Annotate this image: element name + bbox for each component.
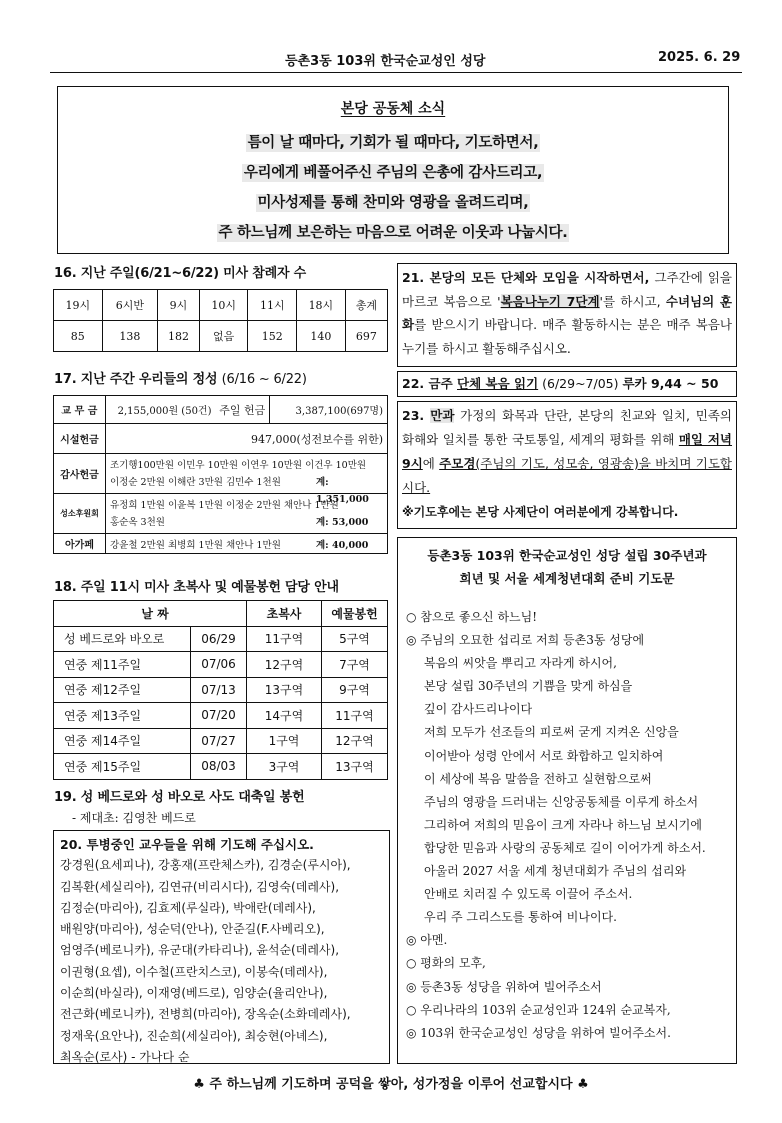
parish-name: 등촌3동 103위 한국순교성인 성당: [285, 54, 486, 69]
schedule-row: 연중 제11주일 07/06 12구역 7구역: [54, 652, 388, 678]
offering-value: 2,155,000원 (50건): [106, 396, 216, 424]
attendance-header-cell: 10시: [199, 290, 248, 321]
prayer-title-line: 희년 및 서울 세계청년대회 준비 기도문: [459, 571, 675, 586]
header-divider: [50, 72, 742, 73]
schedule-row: 연중 제15주일 08/03 3구역 13구역: [54, 754, 388, 780]
anniversary-prayer-box: [397, 537, 737, 1064]
sick-prayer-box: [53, 830, 390, 1064]
sick-name-line: 정재욱(요안나), 진순희(세실리아), 최숭현(아녜스),: [60, 1028, 328, 1043]
schedule-header-cell: 예물봉헌: [331, 606, 378, 621]
offering-donors: 유정희 1만원 이윤복 1만원 이정순 2만원 채안나 1만원 홍순옥 3천원 계: 53,000: [106, 494, 388, 534]
offering-label: 교 무 금: [54, 396, 106, 424]
schedule-header-row: [54, 601, 388, 627]
offering-label: 아가페: [54, 534, 106, 554]
sick-name-line: 엄영주(베로니카), 유군대(카타리나), 윤석순(데레사),: [60, 943, 340, 958]
attendance-value-cell: 없음: [199, 321, 248, 352]
attendance-header-cell: 18시: [297, 290, 346, 321]
feast-offering-detail: - 제대초: 김영찬 베드로: [72, 811, 196, 825]
attendance-value-cell: 85: [54, 321, 103, 352]
community-news-line: 틈이 날 때마다, 기회가 될 때마다, 기도하면서,: [247, 135, 539, 151]
attendance-value-cell: 697: [345, 321, 387, 352]
weekly-gospel-reading: 22. 금주 단체 복음 읽기 (6/29~7/05) 루카 9,44 ~ 50: [397, 371, 737, 397]
attendance-value-cell: 152: [248, 321, 297, 352]
prayer-line: ◎ 주님의 오묘한 섭리로 저희 등촌3동 성당에: [406, 633, 645, 648]
attendance-value-row: [54, 321, 388, 352]
attendance-header-cell: 19시: [54, 290, 103, 321]
prayer-line: ◎ 아멘.: [406, 933, 448, 948]
offering-label: 감사헌금: [54, 454, 106, 494]
offering-label: 성소후원회: [54, 494, 106, 534]
attendance-header-cell: 9시: [158, 290, 200, 321]
attendance-value-cell: 182: [158, 321, 200, 352]
sick-name-line: 강경원(요세피나), 강홍재(프란체스카), 김경순(루시아),: [60, 858, 351, 873]
attendance-value-cell: 138: [102, 321, 158, 352]
community-news-line: 미사성제를 통해 찬미와 영광을 올려드리며,: [257, 195, 529, 211]
evening-prayer-notice: 23. 만과 가정의 화목과 단란, 본당의 친교와 일치, 민족의 화해와 일치를 통한 국토통일, 세계의 평화를 위해 매일 저녁 9시에 주모경(주님의 기도, 성모송, 영광송)을 바치며 기도합시다. ※기도후에는 본당 사제단이 여러분에게 강복합니다.: [397, 401, 737, 529]
bulletin-date: 2025. 6. 29: [658, 50, 741, 65]
schedule-row: 연중 제12주일 07/13 13구역 9구역: [54, 677, 388, 703]
prayer-line: ◎ 등촌3동 성당을 위하여 빌어주소서: [406, 979, 602, 994]
sick-name-line: 전근화(베로니카), 전병희(마리아), 장옥순(소화데레사),: [60, 1007, 351, 1022]
prayer-line: 이어받아 성령 안에서 서로 화합하고 일치하여: [424, 748, 664, 763]
prayer-line: 주님의 영광을 드러내는 신앙공동체를 이루게 하소서: [424, 794, 699, 809]
prayer-line: ○ 평화의 모후,: [406, 956, 486, 971]
offerings-table: [53, 395, 388, 554]
prayer-text: [406, 606, 706, 1045]
offering-label: 주일 헌금: [216, 396, 270, 424]
schedule-header-cell: 초복사: [247, 601, 322, 627]
attendance-header-row: [54, 290, 388, 321]
offering-donors: 강윤철 2만원 최병희 1만원 채안나 1만원 계: 40,000: [106, 534, 388, 554]
prayer-line: ○ 우리나라의 103위 순교성인과 124위 순교복자,: [406, 1002, 671, 1017]
schedule-header-cell: 날 짜: [54, 601, 247, 627]
sick-name-line: 이순희(바실라), 이재영(베드로), 임양순(율리안나),: [60, 986, 328, 1001]
community-news-title: 본당 공동체 소식: [340, 101, 446, 117]
prayer-line: 우리 주 그리스도를 통하여 비나이다.: [424, 910, 617, 925]
footer-motto: ♣ 주 하느님께 기도하며 공덕을 쌓아, 성가정을 이루어 선교합시다 ♣: [193, 1077, 589, 1092]
sick-name-line: 최옥순(로사) - 가나다 순: [60, 1049, 190, 1064]
schedule-row: 성 베드로와 바오로 06/29 11구역 5구역: [54, 626, 388, 652]
feast-offering-title: 19. 성 베드로와 성 바오로 사도 대축일 봉헌: [54, 790, 305, 805]
prayer-line: 안배로 치러질 수 있도록 이끌어 주소서.: [424, 887, 633, 902]
community-news-line: 우리에게 베풀어주신 주님의 은총에 감사드리고,: [243, 165, 543, 181]
prayer-line: 아울러 2027 서울 세계 청년대회가 주님의 섭리와: [424, 864, 687, 879]
attendance-header-cell: 6시반: [102, 290, 158, 321]
schedule-title: 18. 주일 11시 미사 초복사 및 예물봉헌 담당 안내: [54, 580, 339, 595]
community-news-line: 주 하느님께 보은하는 마음으로 어려운 이웃과 나눕시다.: [218, 225, 568, 241]
sick-name-line: 김정순(마리아), 김효제(루실라), 박애란(데레사),: [60, 900, 316, 915]
offering-value: 3,387,100(697명): [270, 396, 388, 424]
attendance-header-cell: 11시: [248, 290, 297, 321]
sick-name-line: 배원양(마리아), 성순덕(안나), 안준길(F.사베리오),: [60, 922, 325, 937]
prayer-title-line: 등촌3동 103위 한국순교성인 성당 설립 30주년과: [427, 548, 707, 563]
prayer-line: 저희 모두가 선조들의 피로써 굳게 지켜온 신앙을: [424, 725, 679, 740]
schedule-table: [53, 600, 388, 780]
prayer-line: 그리하여 저희의 믿음이 크게 자라나 하느님 보시기에: [424, 817, 702, 832]
prayer-line: 합당한 믿음과 사랑의 공동체로 길이 이어가게 하소서.: [424, 840, 706, 855]
sick-prayer-title: 20. 투병중인 교우들을 위해 기도해 주십시오.: [60, 837, 314, 852]
attendance-title: 16. 지난 주일(6/21~6/22) 미사 참례자 수: [54, 266, 306, 281]
community-news-box: [57, 86, 729, 254]
prayer-line: 본당 설립 30주년의 기쁨을 맞게 하심을: [424, 679, 633, 694]
gospel-sharing-notice: 21. 본당의 모든 단체와 모임을 시작하면서, 그주간에 읽을 마르코 복음으로 '복음나누기 7단계'를 하시고, 수녀님의 훈화를 받으시기 바랍니다. 매주 활동하시는 분은 매주 복음나누기를 하시고 활동해주십시오.: [397, 263, 737, 367]
prayer-line: 복음의 씨앗을 뿌리고 자라게 하시어,: [424, 656, 617, 671]
sick-name-line: 이권형(요셉), 이수철(프란치스코), 이봉숙(데레사),: [60, 964, 328, 979]
sick-name-line: 김복환(세실리아), 김연규(비리시다), 김영숙(데레사),: [60, 879, 340, 894]
schedule-row: 연중 제14주일 07/27 1구역 12구역: [54, 728, 388, 754]
schedule-row: 연중 제13주일 07/20 14구역 11구역: [54, 703, 388, 729]
attendance-header-cell: 총계: [345, 290, 387, 321]
offering-value: 947,000(성전보수를 위한): [106, 424, 388, 454]
attendance-value-cell: 140: [297, 321, 346, 352]
blessing-note: ※기도후에는 본당 사제단이 여러분에게 강복합니다.: [402, 505, 679, 519]
prayer-line: ◎ 103위 한국순교성인 성당을 위하여 빌어주소서.: [406, 1025, 671, 1040]
offerings-title: 17. 지난 주간 우리들의 정성 (6/16 ~ 6/22): [54, 372, 307, 387]
offering-label: 시설헌금: [54, 424, 106, 454]
prayer-line: ○ 참으로 좋으신 하느님!: [406, 610, 538, 624]
prayer-line: 깊이 감사드리나이다: [424, 702, 533, 717]
attendance-table: [53, 289, 388, 352]
offering-donors: 조기행100만원 이민우 10만원 이연우 10만원 이건우 10만원 이정순 2만원 이해란 3만원 김민수 1천원 계: 1,351,000: [106, 454, 388, 494]
prayer-line: 이 세상에 복음 말씀을 전하고 실현함으로써: [424, 771, 652, 786]
